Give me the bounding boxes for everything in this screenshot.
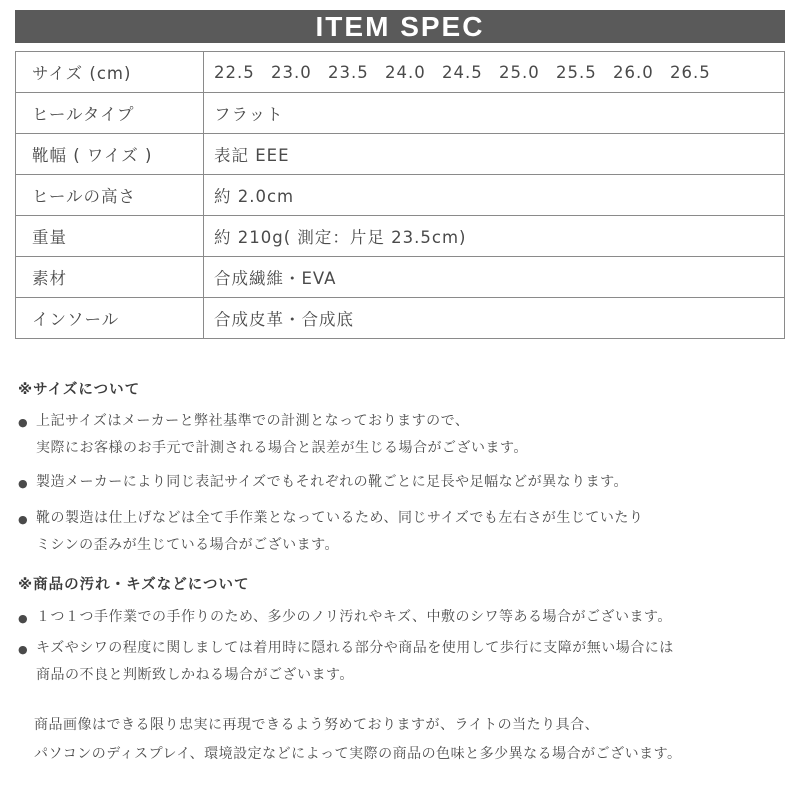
spec-value-sizes: [204, 52, 785, 93]
spec-row-weight: [16, 216, 785, 257]
bullet-dot: ●: [18, 643, 29, 656]
size-notes-heading: ※サイズについて: [18, 382, 141, 398]
size-value: 22.5: [214, 62, 255, 82]
spec-label: サイズ (cm): [16, 52, 204, 93]
spec-value: フラット: [204, 93, 785, 134]
spec-value: 約 2.0cm: [204, 175, 785, 216]
note-line: 商品の不良と判断致しかねる場合がございます。: [36, 667, 354, 683]
spec-value: 合成繊維・EVA: [204, 257, 785, 298]
bullet-dot: ●: [18, 416, 29, 429]
note-line: ミシンの歪みが生じている場合がございます。: [36, 537, 340, 553]
spec-label: インソール: [16, 298, 204, 339]
note-bullet: [18, 505, 644, 559]
spec-row-width: [16, 134, 785, 175]
spec-value: 合成皮革・合成底: [204, 298, 785, 339]
bullet-dot: ●: [18, 477, 29, 490]
note-line: 実際にお客様のお手元で計測される場合と誤差が生じる場合がございます。: [36, 440, 528, 456]
closing-note: [34, 711, 681, 769]
bullet-dot: ●: [18, 513, 29, 526]
spec-value: 約 210g( 測定：片足 23.5cm): [204, 216, 785, 257]
damage-notes-heading: ※商品の汚れ・キズなどについて: [18, 577, 250, 593]
spec-row-material: [16, 257, 785, 298]
spec-label: 素材: [16, 257, 204, 298]
note-bullet: [18, 635, 674, 689]
note-bullet: [18, 408, 528, 462]
spec-row-size: [16, 52, 785, 93]
spec-value: 表記 EEE: [204, 134, 785, 175]
size-value: 26.5: [670, 62, 711, 82]
spec-label: 重量: [16, 216, 204, 257]
note-line: １つ１つ手作業での手作りのため、多少のノリ汚れやキズ、中敷のシワ等ある場合がございます。: [36, 609, 672, 625]
spec-label: ヒールの高さ: [16, 175, 204, 216]
note-line: パソコンのディスプレイ、環境設定などによって実際の商品の色味と多少異なる場合がございます。: [34, 746, 682, 762]
banner-title: ITEM SPEC: [315, 11, 485, 42]
size-value: 26.0: [613, 62, 654, 82]
size-value: 25.5: [556, 62, 597, 82]
size-value: 23.5: [328, 62, 369, 82]
note-line: キズやシワの程度に関しましては着用時に隠れる部分や商品を使用して歩行に支障が無い場合には: [36, 640, 674, 656]
note-line: 商品画像はできる限り忠実に再現できるよう努めておりますが、ライトの当たり具合、: [34, 717, 600, 733]
size-value: 23.0: [271, 62, 312, 82]
spec-table: [15, 51, 785, 339]
note-line: 製造メーカーにより同じ表記サイズでもそれぞれの靴ごとに足長や足幅などが異なります。: [36, 474, 628, 490]
spec-row-insole: [16, 298, 785, 339]
spec-label: 靴幅 ( ワイズ ): [16, 134, 204, 175]
size-value: 24.5: [442, 62, 483, 82]
note-bullet: [18, 604, 672, 631]
spec-row-heel-height: [16, 175, 785, 216]
bullet-dot: ●: [18, 612, 29, 625]
note-line: 上記サイズはメーカーと弊社基準での計測となっておりますので、: [36, 413, 470, 429]
size-value: 25.0: [499, 62, 540, 82]
spec-label: ヒールタイプ: [16, 93, 204, 134]
size-value: 24.0: [385, 62, 426, 82]
spec-banner: [15, 10, 785, 43]
note-line: 靴の製造は仕上げなどは全て手作業となっているため、同じサイズでも左右さが生じていたり: [36, 510, 644, 526]
spec-row-heel-type: [16, 93, 785, 134]
note-bullet: [18, 469, 628, 496]
